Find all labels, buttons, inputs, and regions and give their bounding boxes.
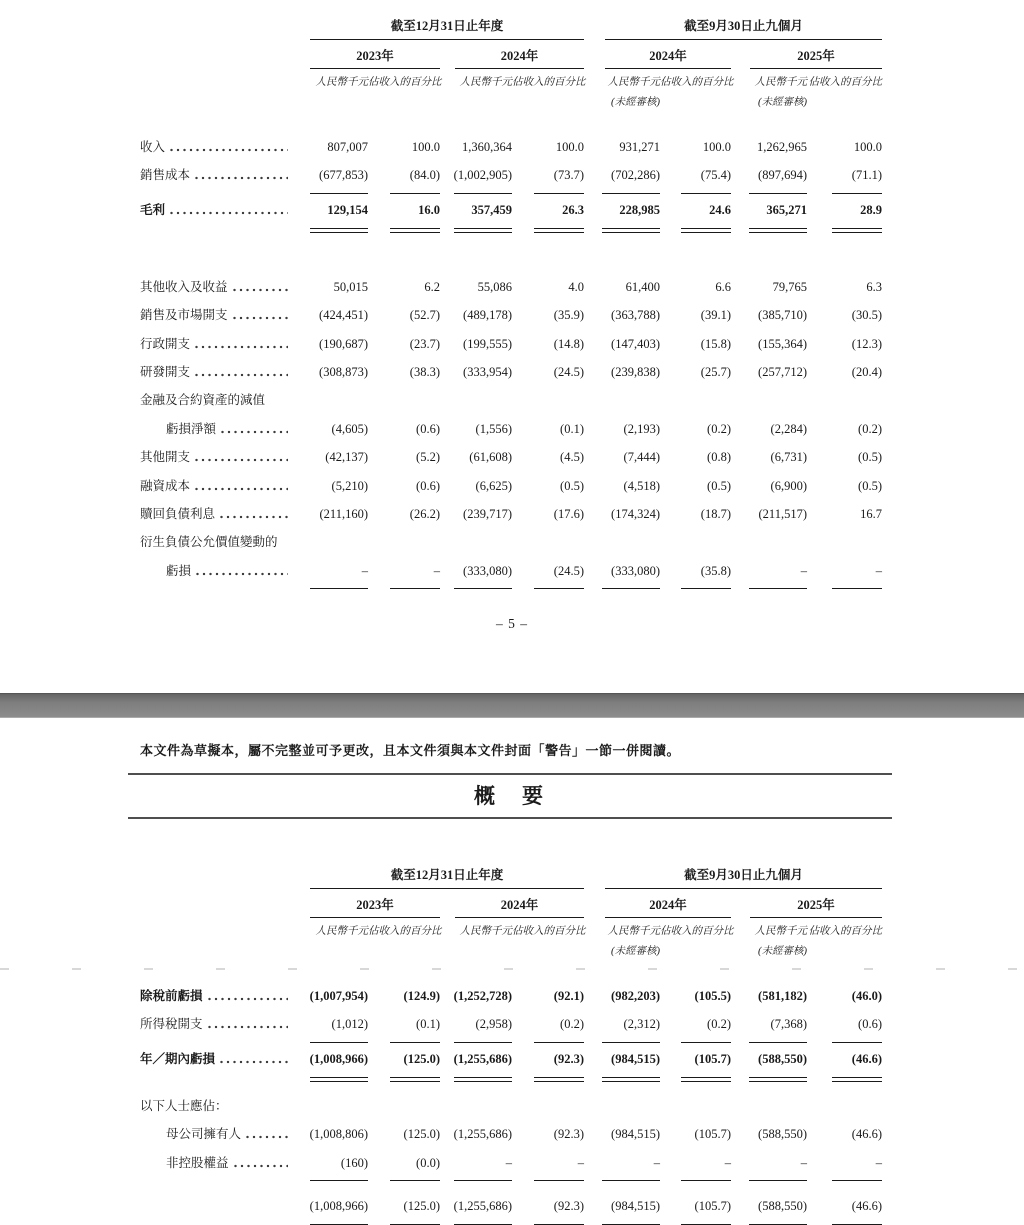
rule-row: [140, 1075, 884, 1084]
year-label: 2025年: [750, 889, 882, 918]
year-label: 2024年: [455, 889, 584, 918]
cell-value: 100.0: [702, 139, 731, 154]
period-group-title: 截至12月31日止年度: [310, 16, 584, 40]
column-subheader: 人民幣千元: [315, 77, 368, 88]
cell-value: (333,954): [463, 365, 512, 380]
scan-artifact-line: [0, 968, 1024, 970]
cell-value: (46.0): [851, 988, 882, 1003]
dot-leader: [170, 148, 288, 152]
rule-row: [140, 226, 884, 235]
table-row: [140, 1092, 884, 1120]
table-row: [140, 500, 884, 528]
column-subheader: 佔收入的百分比: [660, 926, 734, 937]
table-header: [140, 849, 884, 962]
dot-leader: [208, 997, 288, 1001]
cell-value: (105.7): [694, 1052, 731, 1067]
cell-value: (6,731): [770, 450, 807, 465]
cell-value: (61,608): [469, 450, 512, 465]
cell-value: (92.3): [553, 1199, 584, 1214]
row-label: 研發開支: [140, 365, 292, 380]
row-label: 其他收入及收益: [140, 280, 292, 295]
table-row: [140, 133, 884, 161]
cell-value: (20.4): [851, 365, 882, 380]
row-label: 金融及合約資產的減值: [140, 393, 266, 408]
cell-value: (489,178): [463, 308, 512, 323]
cell-value: (35.8): [700, 563, 731, 578]
cell-value: (92.3): [553, 1127, 584, 1142]
cell-value: (25.7): [700, 365, 731, 380]
cell-value: 50,015: [333, 279, 368, 294]
year-label: 2024年: [605, 40, 731, 69]
summary-heading: 概 要: [474, 784, 546, 808]
cell-value: (1,007,954): [309, 988, 368, 1003]
cell-value: 1,262,965: [757, 139, 807, 154]
cell-value: 61,400: [625, 279, 660, 294]
cell-value: (1,008,966): [309, 1199, 368, 1214]
loss-summary-table: [140, 849, 884, 1225]
table-row: [140, 330, 884, 358]
cell-value: (35.9): [553, 308, 584, 323]
period-title-row: [140, 865, 884, 889]
row-label: 年／期內虧損: [140, 1052, 292, 1067]
cell-value: (257,712): [758, 365, 807, 380]
cell-value: (46.6): [851, 1052, 882, 1067]
dot-leader: [195, 373, 288, 377]
cell-value: (92.1): [553, 988, 584, 1003]
cell-value: 6.6: [715, 279, 731, 294]
cell-value: (0.6): [858, 1017, 882, 1032]
cell-value: –: [577, 1155, 584, 1170]
rule-row: [140, 1178, 884, 1184]
page-separator-band: [0, 693, 1024, 718]
cell-value: (2,312): [623, 1017, 660, 1032]
table-row: [140, 387, 884, 415]
page-number: – 5 –: [496, 616, 528, 631]
cell-value: (702,286): [611, 168, 660, 183]
column-subheader: 人民幣千元: [459, 77, 512, 88]
column-subheader: 人民幣千元 (未經審核): [584, 918, 660, 962]
dot-leader: [196, 572, 288, 576]
cell-value: (0.6): [416, 421, 440, 436]
row-label: 行政開支: [140, 337, 292, 352]
cell-value: (147,403): [611, 336, 660, 351]
cell-value: (308,873): [319, 365, 368, 380]
row-label: 母公司擁有人: [140, 1127, 292, 1142]
cell-value: (105.7): [694, 1199, 731, 1214]
dot-leader: [234, 1164, 288, 1168]
table-row: [140, 161, 884, 189]
row-label: 除稅前虧損: [140, 989, 292, 1004]
cell-value: 79,765: [772, 279, 807, 294]
dot-leader: [195, 458, 288, 462]
column-subheader: 佔收入的百分比: [512, 926, 586, 937]
cell-value: (897,694): [758, 168, 807, 183]
cell-value: (0.8): [707, 450, 731, 465]
cell-value: (1,002,905): [453, 168, 512, 183]
table-row: [140, 358, 884, 386]
row-label: 以下人士應佔：: [140, 1098, 228, 1113]
cell-value: (14.8): [553, 336, 584, 351]
year-label: 2025年: [750, 40, 882, 69]
cell-value: 100.0: [411, 139, 440, 154]
cell-value: (46.6): [851, 1127, 882, 1142]
cell-value: (588,550): [758, 1199, 807, 1214]
cell-value: (160): [340, 1155, 368, 1170]
row-label: 虧損: [140, 564, 292, 579]
table-header: [140, 0, 884, 113]
cell-value: (211,160): [319, 506, 368, 521]
dot-leader: [195, 176, 288, 180]
table-row: [140, 197, 884, 225]
table-row: [140, 444, 884, 472]
cell-value: (363,788): [611, 308, 660, 323]
column-subheader: 人民幣千元: [459, 926, 512, 937]
cell-value: (0.2): [858, 421, 882, 436]
column-subheader: 佔收入的百分比: [368, 926, 442, 937]
cell-value: (588,550): [758, 1052, 807, 1067]
row-label: 所得稅開支: [140, 1017, 292, 1032]
year-label: 2023年: [310, 889, 440, 918]
unaudited-note: (未經審核): [758, 97, 807, 108]
cell-value: 16.7: [860, 506, 882, 521]
table-row: [140, 1046, 884, 1074]
cell-value: (0.2): [707, 421, 731, 436]
table-row: [140, 415, 884, 443]
cell-value: (7,368): [770, 1017, 807, 1032]
cell-value: 6.3: [866, 279, 882, 294]
cell-value: (333,080): [463, 563, 512, 578]
unaudited-note: (未經審核): [758, 946, 807, 957]
cell-value: –: [505, 1155, 512, 1170]
row-label: 融資成本: [140, 479, 292, 494]
table-row: [140, 1010, 884, 1038]
column-subheader: 佔收入的百分比: [368, 77, 442, 88]
cell-value: –: [724, 1155, 731, 1170]
page-summary: [0, 740, 1024, 1225]
cell-value: 55,086: [477, 279, 512, 294]
table-row: [140, 557, 884, 585]
cell-value: 26.3: [562, 203, 584, 218]
cell-value: 28.9: [860, 203, 882, 218]
cell-value: (1,255,686): [453, 1127, 512, 1142]
income-statement-table: [140, 0, 884, 592]
cell-value: (4,518): [623, 478, 660, 493]
cell-value: 228,985: [619, 203, 660, 218]
cell-value: 129,154: [327, 203, 368, 218]
row-label: 衍生負債公允價值變動的: [140, 535, 278, 550]
table-row: [140, 1192, 884, 1220]
cell-value: (0.1): [416, 1017, 440, 1032]
cell-value: (2,284): [770, 421, 807, 436]
cell-value: 807,007: [327, 139, 368, 154]
row-label: 銷售成本: [140, 168, 292, 183]
cell-value: (0.5): [858, 450, 882, 465]
cell-value: –: [875, 1155, 882, 1170]
cell-value: (1,008,806): [309, 1127, 368, 1142]
year-label: 2023年: [310, 40, 440, 69]
subcolumn-row: [140, 69, 884, 113]
cell-value: (26.2): [409, 506, 440, 521]
cell-value: (39.1): [700, 308, 731, 323]
cell-value: 357,459: [471, 203, 512, 218]
cell-value: (24.5): [553, 563, 584, 578]
draft-disclaimer-text: 本文件為草擬本，屬不完整並可予更改，且本文件須與本文件封面「警告」一節一併閱讀。: [140, 743, 681, 758]
cell-value: 6.2: [424, 279, 440, 294]
row-label: 收入: [140, 140, 292, 155]
cell-value: (677,853): [319, 168, 368, 183]
cell-value: (105.7): [694, 1127, 731, 1142]
row-label: 虧損淨額: [140, 422, 292, 437]
cell-value: (982,203): [611, 988, 660, 1003]
dot-leader: [195, 345, 288, 349]
cell-value: (71.1): [851, 168, 882, 183]
cell-value: (0.0): [416, 1155, 440, 1170]
dot-leader: [220, 515, 288, 519]
summary-heading-block: [128, 773, 892, 819]
cell-value: (190,687): [319, 336, 368, 351]
cell-value: (0.5): [707, 478, 731, 493]
cell-value: (333,080): [611, 563, 660, 578]
cell-value: (17.6): [553, 506, 584, 521]
cell-value: 365,271: [766, 203, 807, 218]
cell-value: (385,710): [758, 308, 807, 323]
cell-value: (0.2): [707, 1017, 731, 1032]
cell-value: –: [800, 1155, 807, 1170]
cell-value: 1,360,364: [462, 139, 512, 154]
cell-value: (211,517): [758, 506, 807, 521]
cell-value: –: [653, 1155, 660, 1170]
table-row: [140, 273, 884, 301]
row-label: 銷售及市場開支: [140, 308, 292, 323]
cell-value: (239,838): [611, 365, 660, 380]
dot-leader: [246, 1135, 288, 1139]
dot-leader: [220, 1060, 288, 1064]
dot-leader: [233, 288, 288, 292]
dot-leader: [221, 430, 288, 434]
column-subheader: 人民幣千元 (未經審核): [731, 69, 807, 113]
period-title-row: [140, 16, 884, 40]
cell-value: (1,255,686): [453, 1199, 512, 1214]
cell-value: (42,137): [325, 450, 368, 465]
cell-value: (0.1): [560, 421, 584, 436]
row-label: 贖回負債利息: [140, 507, 292, 522]
cell-value: (155,364): [758, 336, 807, 351]
cell-value: (984,515): [611, 1052, 660, 1067]
cell-value: (0.5): [858, 478, 882, 493]
cell-value: (1,008,966): [309, 1052, 368, 1067]
year-label: 2024年: [605, 889, 731, 918]
cell-value: 100.0: [555, 139, 584, 154]
cell-value: (125.0): [403, 1052, 440, 1067]
column-subheader: 佔收入的百分比: [660, 77, 734, 88]
column-subheader: 人民幣千元 (未經審核): [584, 69, 660, 113]
cell-value: (84.0): [409, 168, 440, 183]
cell-value: (23.7): [409, 336, 440, 351]
cell-value: 931,271: [619, 139, 660, 154]
column-subheader: 佔收入的百分比: [808, 77, 882, 88]
cell-value: (1,255,686): [453, 1052, 512, 1067]
cell-value: (5,210): [331, 478, 368, 493]
cell-value: (30.5): [851, 308, 882, 323]
cell-value: (125.0): [403, 1199, 440, 1214]
cell-value: (4.5): [560, 450, 584, 465]
cell-value: (1,012): [331, 1017, 368, 1032]
cell-value: (15.8): [700, 336, 731, 351]
cell-value: (984,515): [611, 1127, 660, 1142]
dot-leader: [208, 1025, 288, 1029]
cell-value: (588,550): [758, 1127, 807, 1142]
cell-value: (0.6): [416, 478, 440, 493]
row-label: 非控股權益: [140, 1156, 292, 1171]
cell-value: (18.7): [700, 506, 731, 521]
cell-value: (38.3): [409, 365, 440, 380]
cell-value: (46.6): [851, 1199, 882, 1214]
cell-value: (124.9): [403, 988, 440, 1003]
cell-value: (984,515): [611, 1199, 660, 1214]
cell-value: –: [361, 563, 368, 578]
cell-value: (581,182): [758, 988, 807, 1003]
row-label: 其他開支: [140, 450, 292, 465]
cell-value: (73.7): [553, 168, 584, 183]
cell-value: (75.4): [700, 168, 731, 183]
unaudited-note: (未經審核): [611, 946, 660, 957]
cell-value: (92.3): [553, 1052, 584, 1067]
dot-leader: [195, 487, 288, 491]
cell-value: –: [875, 563, 882, 578]
table-row: [140, 302, 884, 330]
cell-value: (174,324): [611, 506, 660, 521]
period-group-title: 截至12月31日止年度: [310, 865, 584, 889]
cell-value: (125.0): [403, 1127, 440, 1142]
cell-value: (1,252,728): [453, 988, 512, 1003]
year-row: [140, 889, 884, 918]
cell-value: (5.2): [416, 450, 440, 465]
cell-value: (6,900): [770, 478, 807, 493]
period-group-title: 截至9月30日止九個月: [605, 16, 882, 40]
cell-value: (239,717): [463, 506, 512, 521]
cell-value: (1,556): [475, 421, 512, 436]
row-label: 毛利: [140, 203, 292, 218]
cell-value: 100.0: [853, 139, 882, 154]
cell-value: (2,193): [623, 421, 660, 436]
cell-value: (4,605): [331, 421, 368, 436]
cell-value: (0.2): [560, 1017, 584, 1032]
cell-value: (24.5): [553, 365, 584, 380]
column-subheader: 佔收入的百分比: [512, 77, 586, 88]
cell-value: (199,555): [463, 336, 512, 351]
cell-value: (12.3): [851, 336, 882, 351]
cell-value: 16.0: [418, 203, 440, 218]
cell-value: (52.7): [409, 308, 440, 323]
cell-value: 24.6: [709, 203, 731, 218]
period-group-title: 截至9月30日止九個月: [605, 865, 882, 889]
rule-row: [140, 586, 884, 592]
unaudited-note: (未經審核): [611, 97, 660, 108]
table-row: [140, 1121, 884, 1149]
cell-value: (7,444): [623, 450, 660, 465]
cell-value: (6,625): [475, 478, 512, 493]
cell-value: (0.5): [560, 478, 584, 493]
dot-leader: [233, 316, 288, 320]
cell-value: (105.5): [694, 988, 731, 1003]
table-row: [140, 1149, 884, 1177]
column-subheader: 人民幣千元 (未經審核): [731, 918, 807, 962]
table-row: [140, 982, 884, 1010]
table-row: [140, 529, 884, 557]
year-label: 2024年: [455, 40, 584, 69]
dot-leader: [170, 211, 288, 215]
subcolumn-row: [140, 918, 884, 962]
table-row: [140, 472, 884, 500]
cell-value: 4.0: [568, 279, 584, 294]
cell-value: –: [800, 563, 807, 578]
column-subheader: 佔收入的百分比: [808, 926, 882, 937]
cell-value: (424,451): [319, 308, 368, 323]
cell-value: –: [433, 563, 440, 578]
column-subheader: 人民幣千元: [315, 926, 368, 937]
cell-value: (2,958): [475, 1017, 512, 1032]
year-row: [140, 40, 884, 69]
